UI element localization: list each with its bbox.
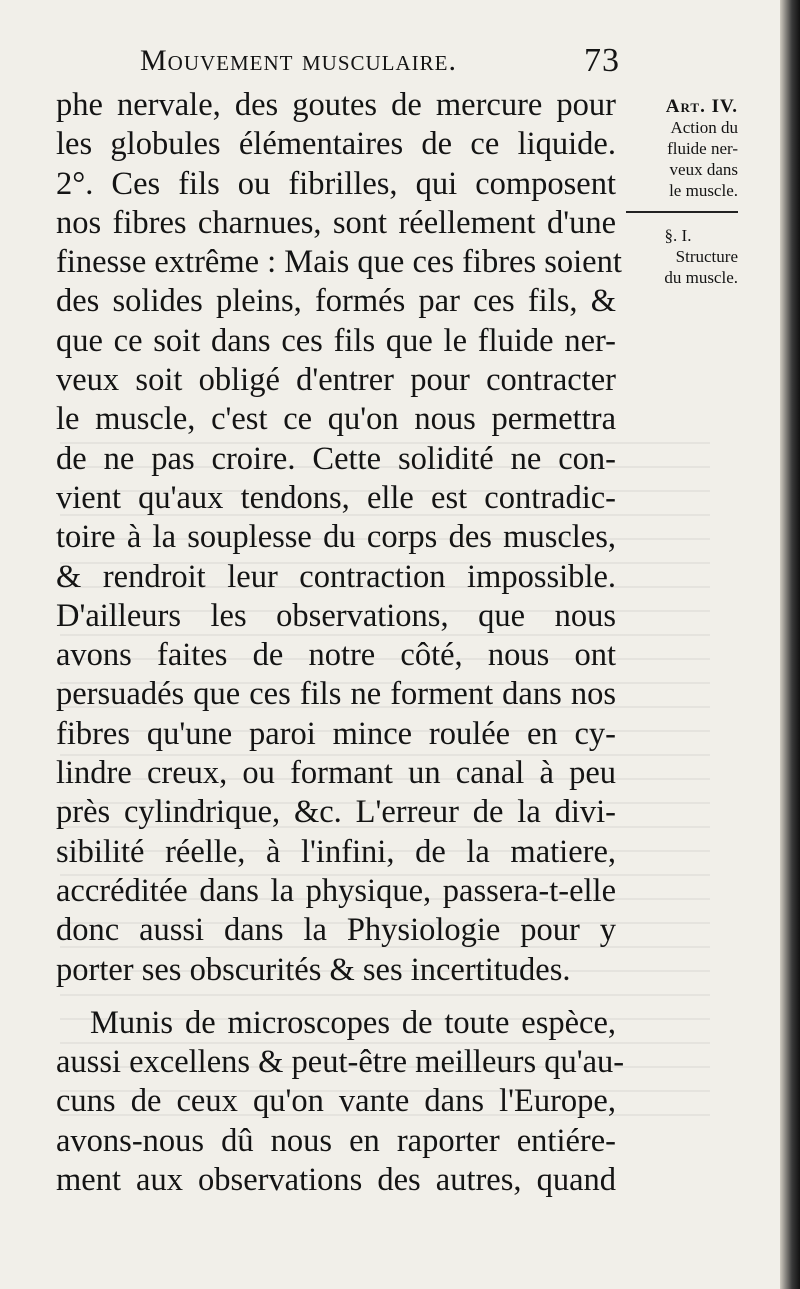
page-edge-shadow: [780, 0, 800, 1289]
text-line: vient qu'aux tendons, elle est contradic-: [56, 479, 616, 516]
text-line: & rendroit leur contraction impossible.: [56, 558, 616, 595]
text-line: ment aux observations des autres, quand: [56, 1162, 616, 1199]
text-line: que ce soit dans ces fils que le fluide ner-: [56, 322, 616, 359]
margin-note-line: Structure: [675, 247, 738, 266]
paragraph-1: [56, 86, 622, 990]
body-text: [56, 86, 625, 1200]
text-line: porter ses obscurités & ses incertitudes.: [56, 951, 571, 988]
text-line: D'ailleurs les observations, que nous: [56, 597, 616, 634]
text-line: aussi excellens & peut-être meilleurs qu'au-: [56, 1044, 625, 1081]
margin-note-line: Action du: [670, 118, 738, 137]
margin-divider: [626, 211, 738, 213]
text-line: veux soit obligé d'entrer pour contracter: [56, 362, 616, 399]
text-line: nos fibres charnues, sont réellement d'une: [56, 204, 616, 241]
text-line: 2°. Ces fils ou fibrilles, qui composent: [56, 165, 616, 202]
page-number: 73: [584, 42, 620, 79]
margin-section-heading: §. I.: [664, 226, 692, 245]
text-line: lindre creux, ou formant un canal à peu: [56, 755, 616, 792]
margin-note-line: du muscle.: [664, 268, 738, 287]
text-line: accréditée dans la physique, passera-t-elle: [56, 872, 616, 909]
text-line: donc aussi dans la Physiologie pour y: [56, 912, 616, 949]
margin-notes: [618, 96, 738, 288]
text-line: cuns de ceux qu'on vante dans l'Europe,: [56, 1083, 616, 1120]
text-line: sibilité réelle, à l'infini, de la matiere,: [56, 833, 616, 870]
running-head-title: Mouvement musculaire.: [140, 44, 458, 77]
text-line: des solides pleins, formés par ces fils, &: [56, 283, 616, 320]
margin-note-line: veux dans: [669, 160, 738, 179]
paragraph-2: [56, 1004, 625, 1200]
running-head: [140, 36, 620, 86]
text-line: finesse extrême : Mais que ces fibres soient: [56, 244, 622, 281]
text-line: Munis de microscopes de toute espèce,: [90, 1004, 616, 1041]
text-line: avons-nous dû nous en raporter entiére-: [56, 1122, 616, 1159]
text-line: fibres qu'une paroi mince roulée en cy-: [56, 715, 616, 752]
text-line: le muscle, c'est ce qu'on nous permettra: [56, 401, 616, 438]
text-line: de ne pas croire. Cette solidité ne con-: [56, 440, 616, 477]
text-line: phe nervale, des goutes de mercure pour: [56, 87, 616, 123]
text-line: persuadés que ces fils ne forment dans nos: [56, 676, 616, 713]
text-line: toire à la souplesse du corps des muscles,: [56, 519, 616, 556]
margin-note-line: le muscle.: [669, 181, 738, 200]
text-line: les globules élémentaires de ce liquide.: [56, 126, 616, 163]
margin-note-line: fluide ner-: [667, 139, 738, 158]
text-line: avons faites de notre côté, nous ont: [56, 637, 616, 674]
paragraph-gap: [56, 990, 616, 1004]
margin-article-heading: Art. IV.: [665, 96, 738, 117]
text-line: près cylindrique, &c. L'erreur de la divi-: [56, 794, 616, 831]
